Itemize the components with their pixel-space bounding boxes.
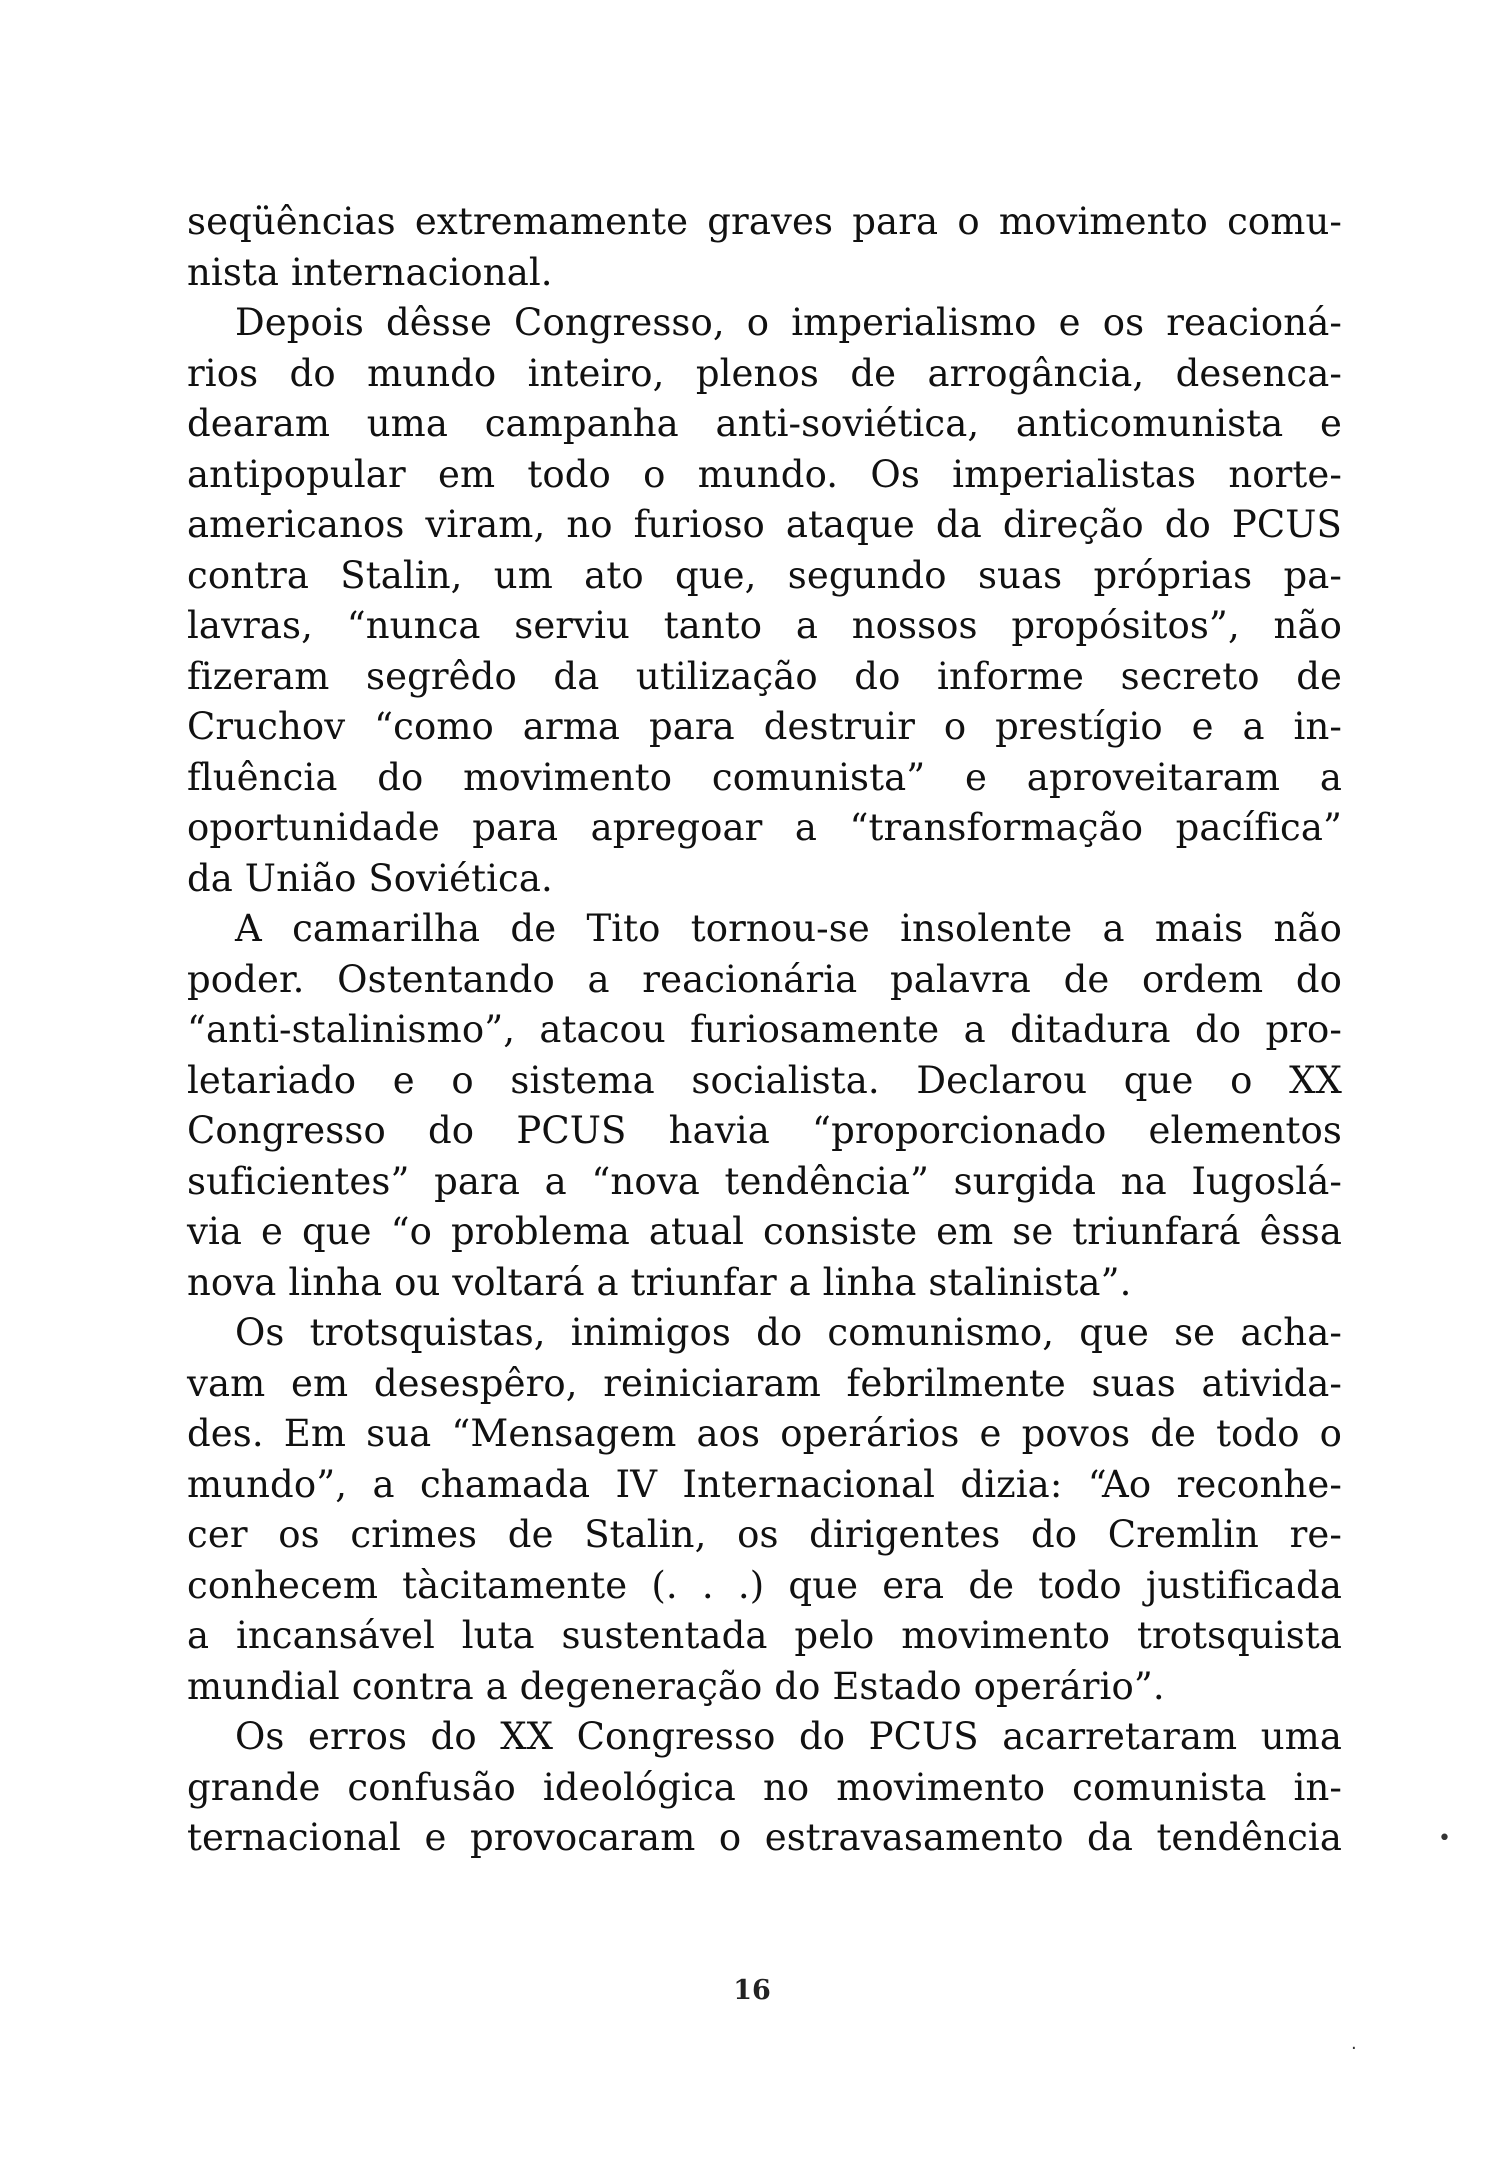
text-line: contra Stalin, um ato que, segundo suas próprias pa-	[187, 553, 1342, 597]
paragraph-start-line: A camarilha de Tito tornou-se insolente a mais não	[235, 907, 1342, 950]
text-line: mundial contra a degeneração do Estado operário”.	[187, 1664, 1165, 1708]
paragraph-start-line: Depois dêsse Congresso, o imperialismo e os reacioná-	[235, 301, 1342, 344]
text-line: cer os crimes de Stalin, os dirigentes do Cremlin re-	[187, 1513, 1342, 1556]
paragraph-start-line: Os erros do XX Congresso do PCUS acarretaram uma	[235, 1715, 1342, 1758]
text-line: lavras, “nunca serviu tanto a nossos propósitos”, não	[187, 604, 1342, 647]
text-line: grande confusão ideológica no movimento comunista in-	[187, 1765, 1342, 1809]
scan-speck: ·	[1351, 2038, 1357, 2059]
text-line: “anti-stalinismo”, atacou furiosamente a ditadura do pro-	[187, 1008, 1342, 1051]
text-line: da União Soviética.	[187, 856, 553, 900]
text-line: poder. Ostentando a reacionária palavra de ordem do	[187, 957, 1342, 1001]
text-line: a incansável luta sustentada pelo movimento trotsquista	[187, 1614, 1342, 1657]
text-line: mundo”, a chamada IV Internacional dizia: “Ao reconhe-	[187, 1462, 1342, 1506]
text-line: fizeram segrêdo da utilização do informe secreto de	[187, 654, 1342, 698]
text-line: conhecem tàcitamente (. . .) que era de todo justificada	[187, 1563, 1342, 1607]
text-line: Congresso do PCUS havia “proporcionado elementos	[187, 1109, 1342, 1152]
text-line: rios do mundo inteiro, plenos de arrogância, desenca-	[187, 351, 1342, 395]
text-line: nista internacional.	[187, 250, 553, 294]
text-line: americanos viram, no furioso ataque da direção do PCUS	[187, 503, 1342, 546]
paragraph-start-line: Os trotsquistas, inimigos do comunismo, que se acha-	[235, 1311, 1342, 1354]
text-line: suficientes” para a “nova tendência” surgida na Iugoslá-	[187, 1159, 1342, 1203]
text-line: via e que “o problema atual consiste em se triunfará êssa	[187, 1210, 1342, 1253]
text-line: dearam uma campanha anti-soviética, anticomunista e	[187, 402, 1342, 445]
text-line: Cruchov “como arma para destruir o prestígio e a in-	[187, 705, 1342, 748]
text-line: des. Em sua “Mensagem aos operários e povos de todo o	[187, 1412, 1342, 1455]
text-line: letariado e o sistema socialista. Declarou que o XX	[187, 1058, 1342, 1102]
body-text	[187, 197, 1342, 1864]
text-line: ternacional e provocaram o estravasamento da tendência	[187, 1816, 1342, 1859]
text-line: nova linha ou voltará a triunfar a linha stalinista”.	[187, 1260, 1132, 1304]
text-line: oportunidade para apregoar a “transformação pacífica”	[187, 806, 1342, 849]
text-line: antipopular em todo o mundo. Os imperialistas norte-	[187, 452, 1342, 496]
text-line: seqüências extremamente graves para o movimento comu-	[187, 200, 1342, 243]
scan-speck: •	[1438, 1826, 1451, 1851]
text-line: vam em desespêro, reiniciaram febrilmente suas ativida-	[187, 1361, 1342, 1405]
text-line: fluência do movimento comunista” e aproveitaram a	[187, 755, 1342, 799]
page-number: 16	[733, 1975, 771, 2006]
